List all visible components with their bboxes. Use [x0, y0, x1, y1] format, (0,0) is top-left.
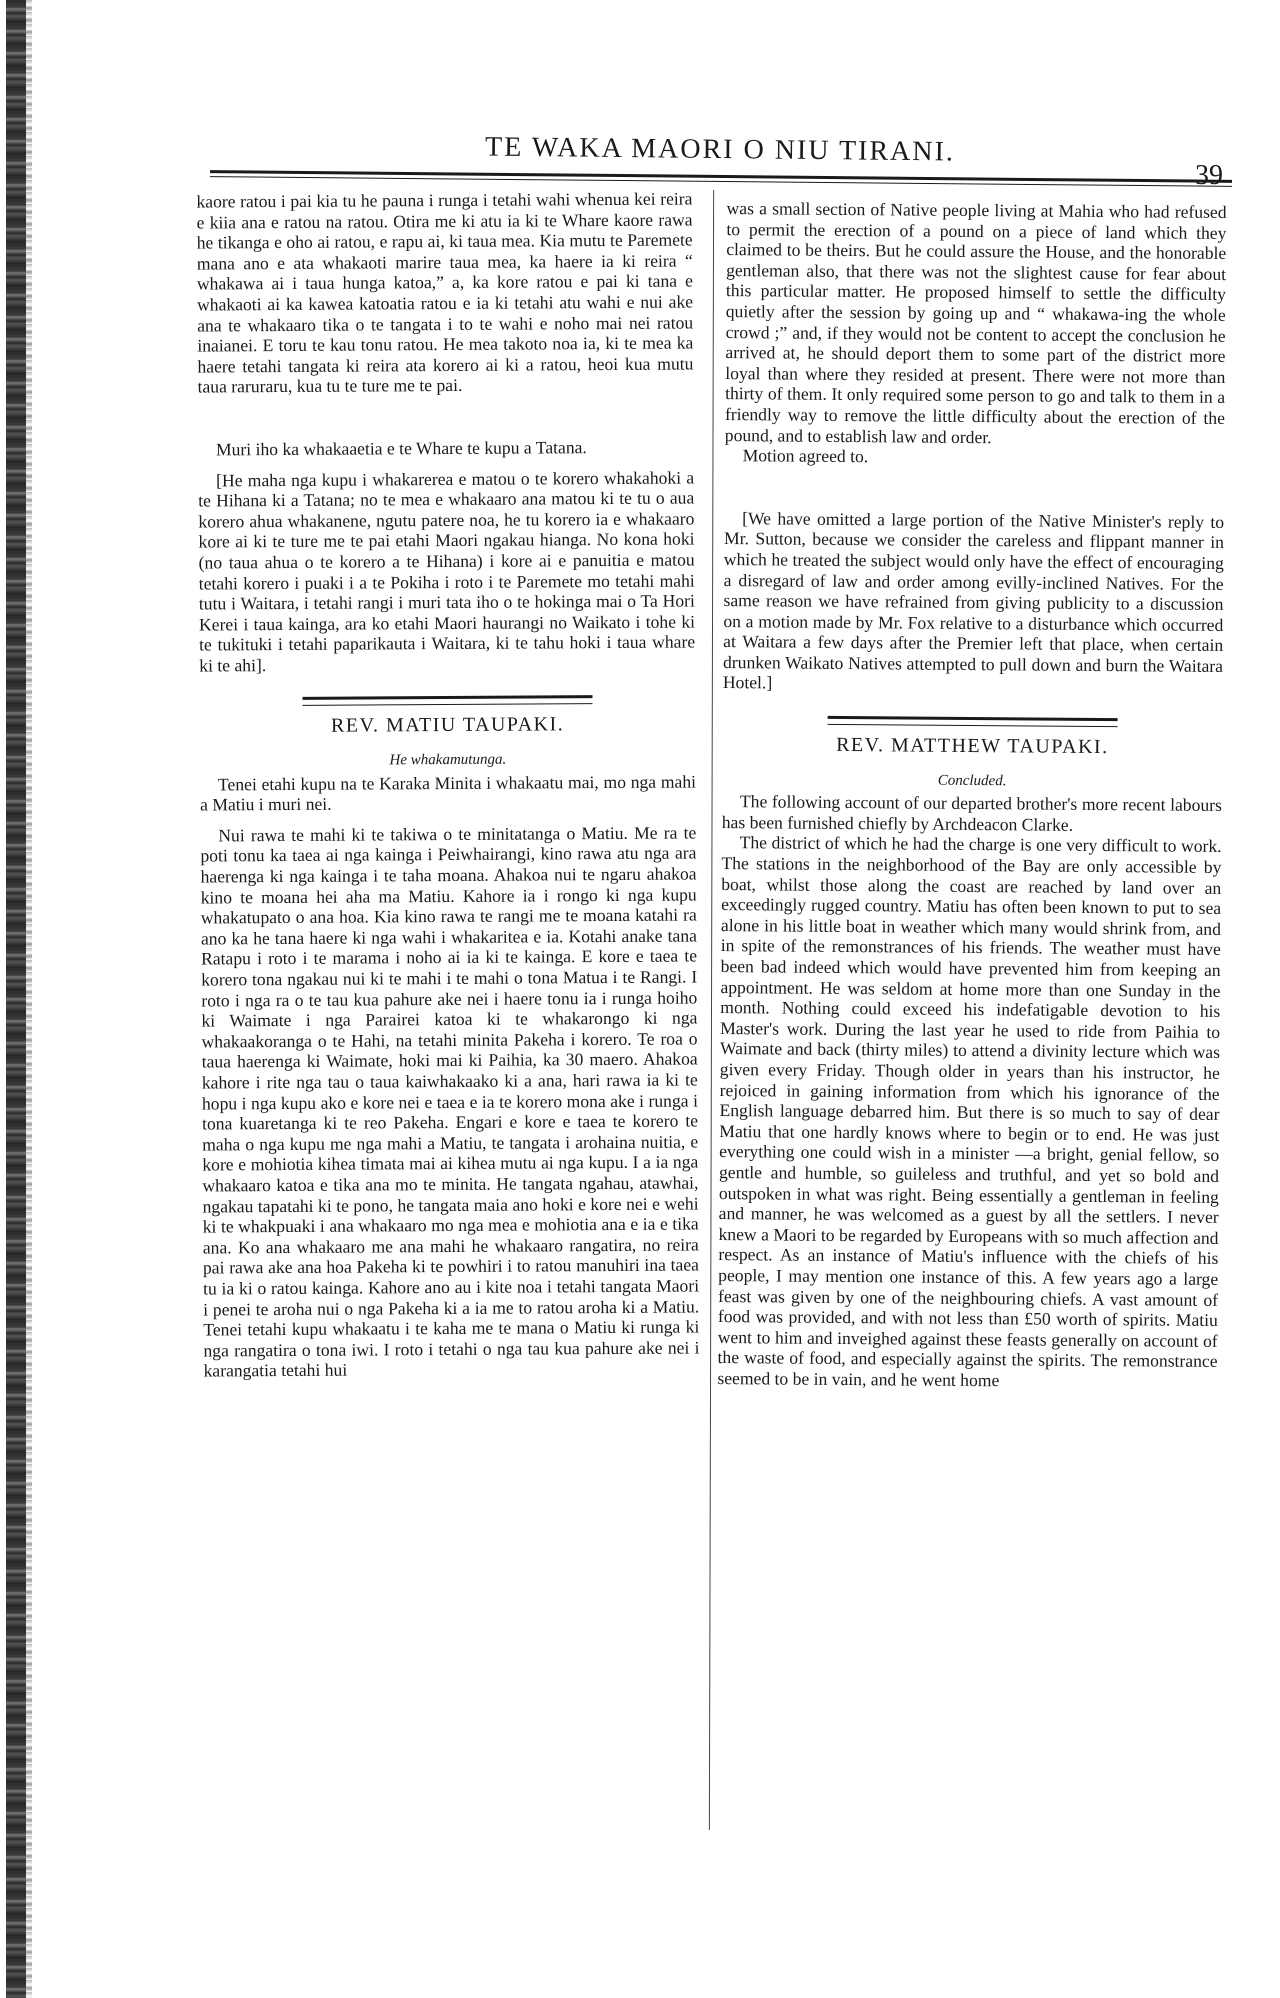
left-paragraph-3: [He maha nga kupu i whakarerea e matou o te korero whakahoki a te Hihana ki a Tatana; no te mea e whakaaro ana matou ki te tu o aua korero ahua whakanene, ngutu patere noa, he tu korero ia e whakaaro kore ai ki te ture me te pai etahi Maori ngakau hianga. No kona hoki (no taua ahua o te korero a te Hihana) i kore ai e panuitia e matou tetahi korero i puaki i a te Pokiha i roto i te Paremete mo tetahi mahi tutu i Waitara, i tetahi rangi i muri tata iho o te hokinga mai o Ta Hori Kerei i taua kainga, ara ko etahi Maori haurangi no Waikato i tohe ki te tukituki i tetahi paparikauta i Waitara, ki te tahu hoki i taua whare ki te ahi]. [198, 467, 696, 676]
left-article-body: Nui rawa te mahi ki te takiwa o te minitatanga o Matiu. Me ra te poti tonu ka taea ai nga kainga i Peiwhairangi, kino rawa atu nga ara haerenga ki nga kainga i te taha moana. Ahakoa nui te ngaru ahakoa kino te moana hei aha ma Matiu. Kahore ia i rongo ki nga kupu whakatupato o ana hoa. Kia kino rawa te rangi me te moana katahi ra ano ka he tana haere ki nga wahi i whakaritea e ia. Kotahi anake tana Ratapu i roto i te marama i noho ai ia ki te kainga. E kore e taea te korero tona ngakau nui ki te mahi i te mahi o tona Matua i te Rangi. I roto i nga ra o te tau kua pahure ake nei i haere tonu ia i runga hoiho ki Waimate i nga Parairei katoa ki te whakarongo ki nga whakaakoranga o te Hahi, na tetahi minita Pakeha i korero. Te roa o taua haerenga ki Waimate, hoki mai ki Paihia, ka 30 maero. Ahakoa kahore i rite nga tau o taua kaiwhakaako ki a ana, hari rawa ia ki te hopu i nga kupu ako e kore nei e taea e ia te korero mona ake i runga i tona kuaretanga ki te reo Pakeha. Engari e kore e taea te korero te maha o nga kupu me nga mahi a Matiu, te tangata i arohaina nuitia, e kore e mohiotia kihea timata mai ai kihea mutu ai nga kupu. I a ia nga whakaaro katoa e tika ana mo te minita. He tangata ngahau, atawhai, ngakau tapatahi ki te pono, he tangata maia ano hoki e kore nei e wehi ki te whakpuaki i ana whakaaro mo nga mea e mohiotia ana e ia e tika ana. Ko ana whakaaro me ana mahi he whakaaro rangatira, no reira pai rawa ake ana hoa Pakeha ki te powhiri i to ratou manuhiri ina taea tu ia ki o ratou kainga. Kahore ano au i kite noa i tetahi tangata Maori i penei te aroha nui o nga Pakeha ki a ia me to ratou aroha ki a Matiu. Tenei tetahi kupu whakaatu i te kaha me te mana o Matiu ki runga ki nga rangatira o tona iwi. I roto i tetahi o nga tau kua pahure ake nei i karangatia tetahi hui [200, 822, 700, 1381]
spacer [198, 394, 694, 439]
right-column [717, 198, 1226, 1392]
right-article-intro: The following account of our departed brother's more recent labours has been furnished chiefly by Archdeacon Clarke. [721, 791, 1223, 835]
spacer [724, 466, 1224, 512]
binding-stitching [6, 0, 26, 1998]
section-rule [302, 696, 592, 707]
left-paragraph-1: kaore ratou i pai kia tu he pauna i runga i tetahi wahi whenua kei reira e kiia ana e ratou na ratou. Otira me ki atu ia ki te Whare kaore rawa he tikanga e oho ai ratou, e rapu ai, ki taua mea. Kia mutu te Paremete mana ano e ata whakaoti marire taua mea, ka haere ia ki reira “ whakawa ai i taua hunga katoa,” a, ka kore ratou e pai ki tana e whakaoti ai ka kawea katoatia ratou e ia ki tetahi atu wahi e nui ake ana te whakaaro tika o te tangata i to te wahi e noho mai nei ratou inaianei. E toru te kau tonu ratou. He mea takoto noa ia, ki te mea ka haere tetahi tangata ki reira ata korero ai ki a ratou, heoi kua mutu taua raruraru, kua tu te ture me te pai. [196, 188, 694, 397]
left-article-subtitle: He whakamutunga. [389, 751, 507, 769]
left-column [196, 188, 699, 1381]
header-rule [210, 170, 1232, 187]
left-paragraph-2: Muri iho ka whakaaetia e te Whare te kupu a Tatana. [215, 437, 587, 460]
right-article-title: REV. MATTHEW TAUPAKI. [836, 733, 1109, 759]
page-number: 39 [1195, 160, 1223, 191]
section-rule [828, 716, 1118, 727]
left-article-intro: Tenei etahi kupu na te Karaka Minita i whakaatu mai, mo nga mahi a Matiu i muri nei. [200, 771, 697, 815]
running-title: TE WAKA MAORI O NIU TIRANI. [484, 131, 956, 168]
right-paragraph-3: [We have omitted a large portion of the Native Minister's reply to Mr. Sutton, because we consider the careless and flippant manner in which he treated the subject would only have the effect of encouraging a disregard of law and order among evilly-inclined Natives. For the same reason we have refrained from giving publicity to a discussion on a motion made by Mr. Fox relative to a disturbance which occurred at Waitara a few days after the Premier left that place, when certain drunken Waikato Natives attempted to pull down and burn the Waitara Hotel.] [722, 507, 1225, 693]
binding-edge [26, 0, 32, 1998]
page-binding [0, 0, 34, 1998]
column-divider [709, 190, 714, 1830]
right-article-body: The district of which he had the charge is one very difficult to work. The stations in the neighborhood of the Bay are only accessible by boat, whilst those along the coast are reached by land over an exceedingly rugged country. Matiu has often been known to put to sea alone in his little boat in weather which many would shrink from, and in spite of the remonstrances of his friends. The weather must have been bad indeed which would have prevented him from keeping an appointment. He was seldom at home more than one Sunday in the month. Nothing could exceed his indefatigable devotion to his Master's work. During the last year he used to ride from Paihia to Waimate and back (thirty miles) to attend a divinity lecture which was given every Friday. Though older in years than his instructor, he rejoiced in gaining information from which his ignorance of the English language debarred him. But there is so much to say of dear Matiu that one hardly knows where to begin or to end. He was just everything one could wish in a minister —a bright, genial fellow, so gentle and humble, so guileless and truthful, and yet so bold and outspoken in what was right. Being essentially a gentleman in feeling and manner, he was welcomed as a guest by all the settlers. I never knew a Maori to be regarded by Europeans with so much affection and respect. As an instance of Matiu's influence with the chiefs of his people, I may mention one instance of this. A few years ago a large feast was given by one of the neighbouring chiefs. A vast amount of food was provided, and with not less than £50 worth of spirits. Matiu went to him and inveighed against these feasts generally on account of the waste of food, and especially against the spirits. The remonstrance seemed to be in vain, and he went home [717, 832, 1222, 1391]
right-paragraph-2: Motion agreed to. [742, 445, 869, 467]
left-article-title: REV. MATIU TAUPAKI. [330, 713, 565, 738]
right-paragraph-1: was a small section of Native people living at Mahia who had refused to permit the erection of a pound on a piece of land which they claimed to be theirs. But he could assure the House, and the honorable gentleman also, that there was not the slightest cause for fear about this particular matter. He proposed himself to settle the difficulty quietly after the session by going up and “ whakawa-ing the whole crowd ;” and, if they would not be content to accept the conclusion he arrived at, he should deport them to some part of the district more loyal than where they resided at present. There were not more than thirty of them. It only required some person to go and talk to them in a friendly way to remove the little difficulty about the erection of the pound, and to establish law and order. [724, 198, 1227, 447]
right-article-subtitle: Concluded. [937, 772, 1007, 789]
